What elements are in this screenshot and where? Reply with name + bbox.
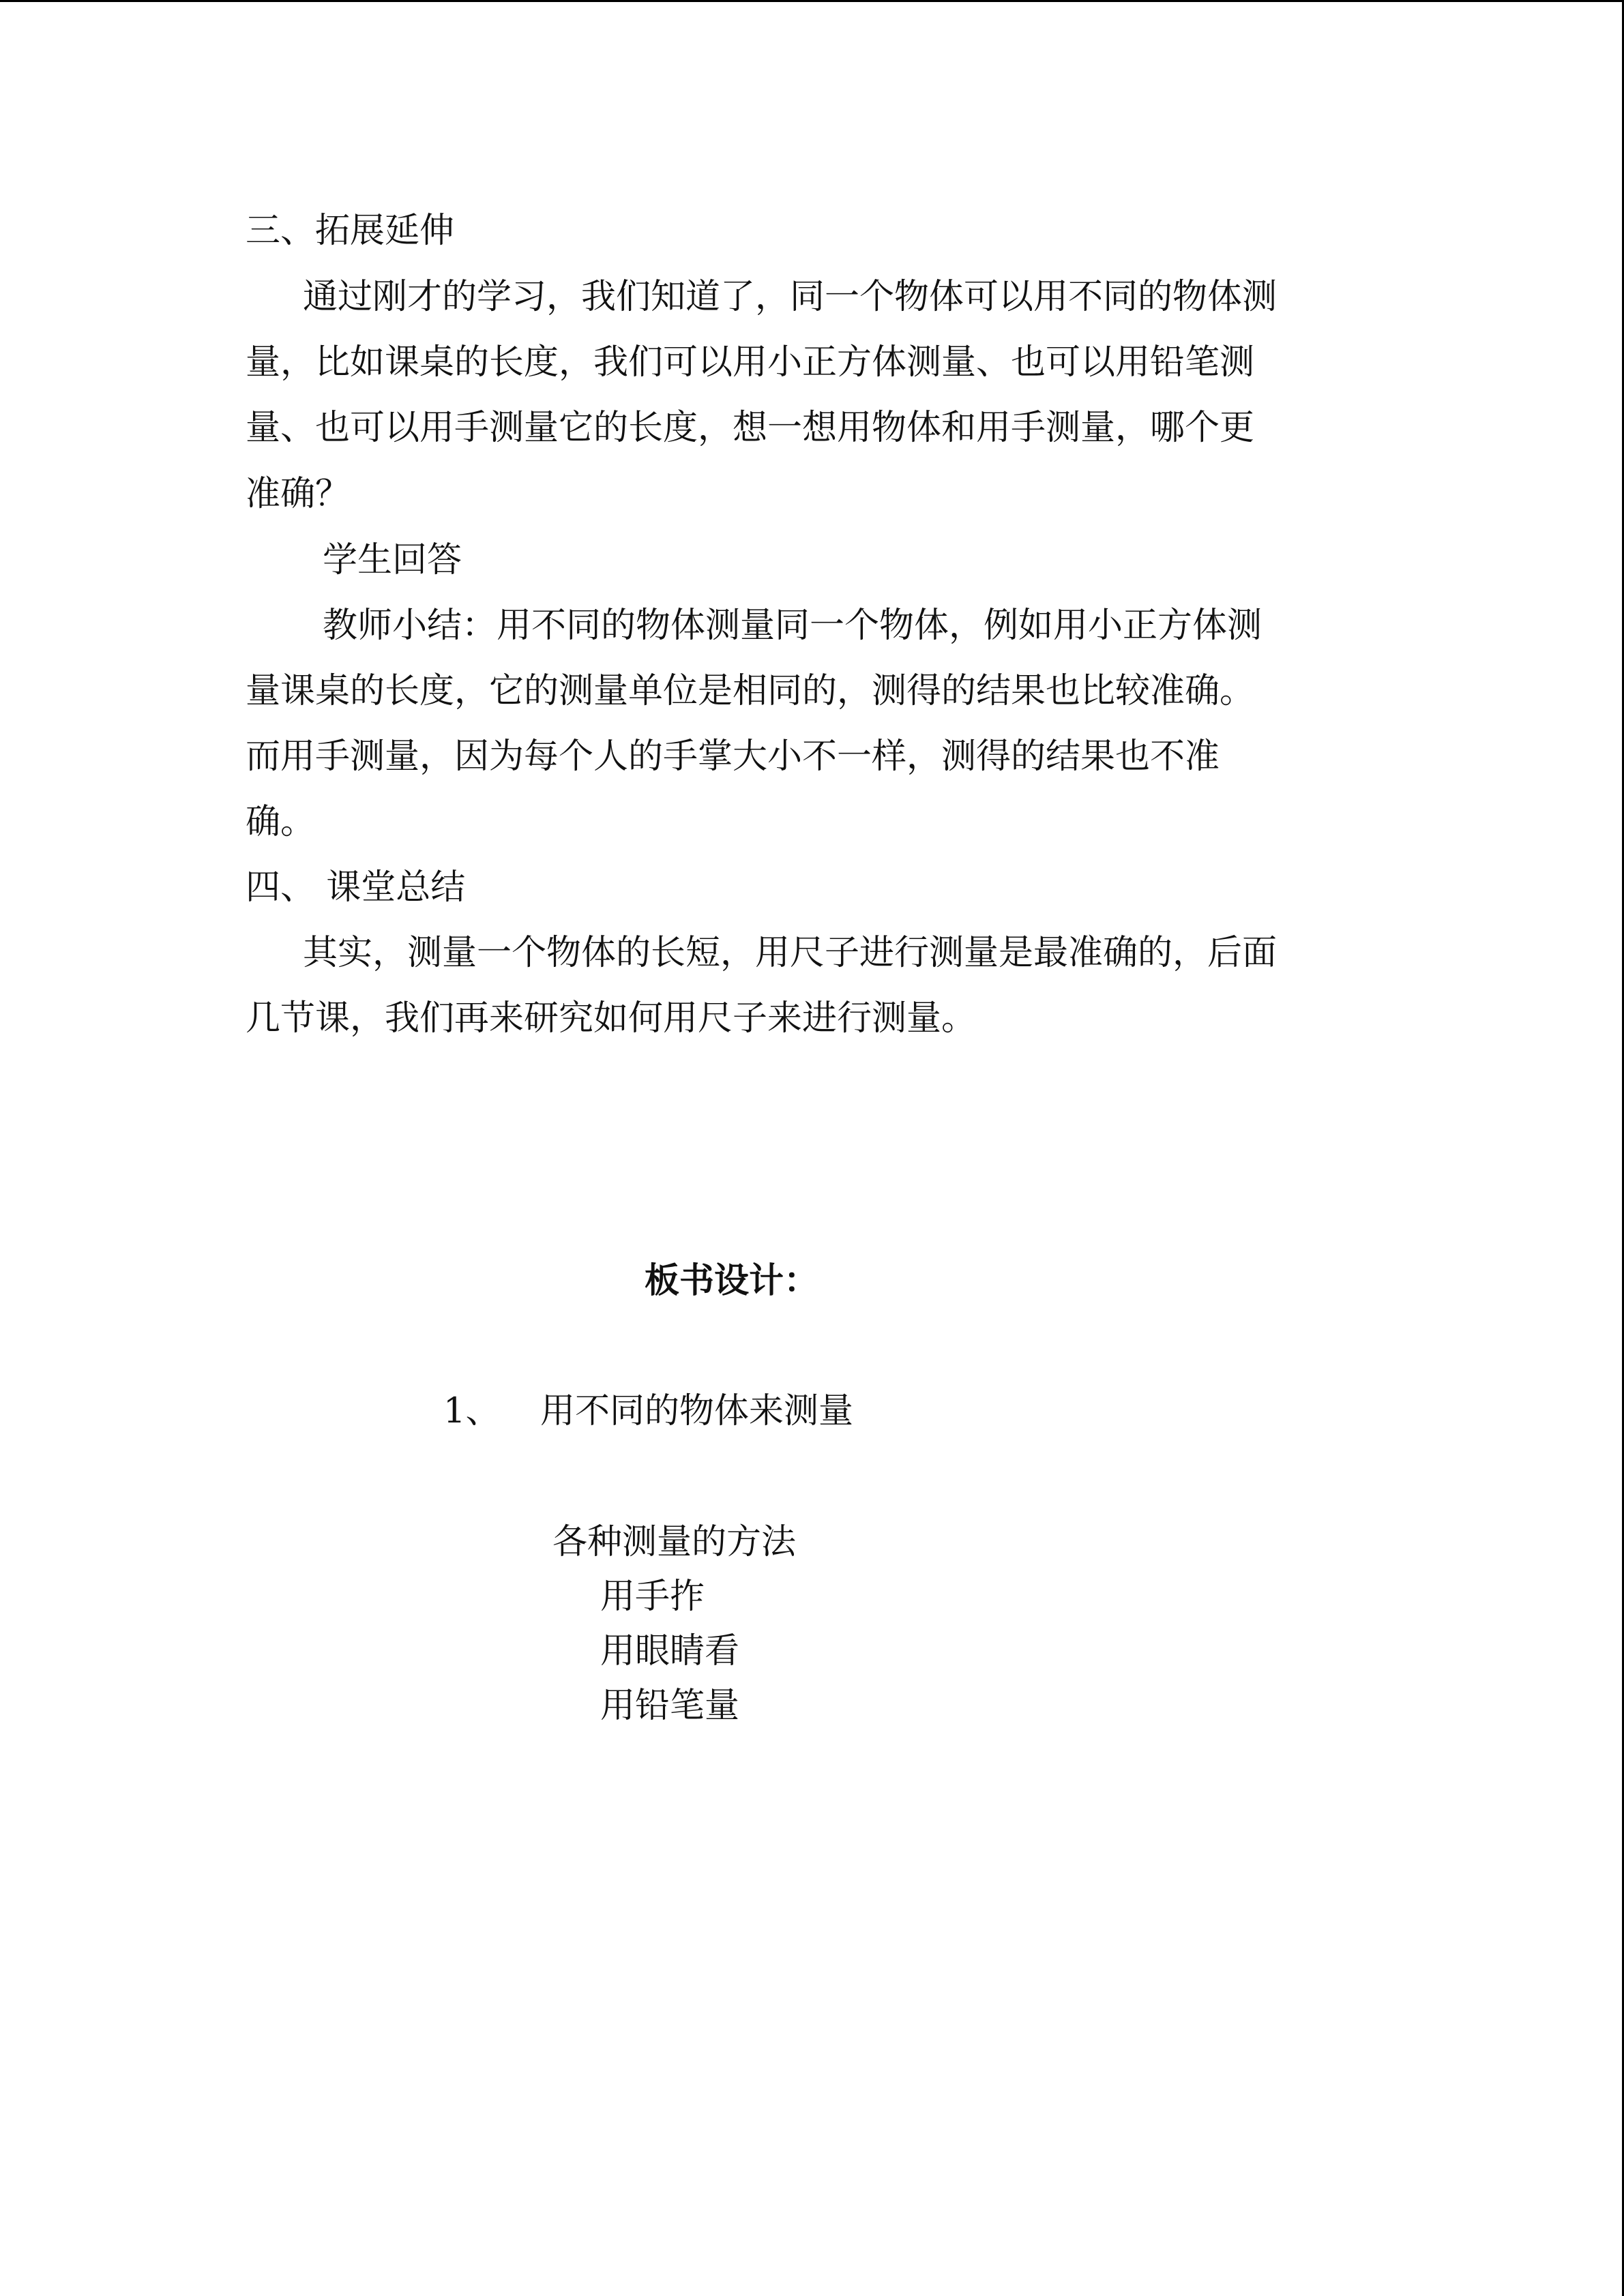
method-item: 用铅笔量 [600, 1686, 740, 1726]
board-item-text: 用不同的物体来测量 [540, 1391, 854, 1431]
methods-title: 各种测量的方法 [552, 1522, 797, 1562]
board-item-number: 1、 [443, 1391, 501, 1431]
page-border-top [0, 0, 1624, 2]
teacher-summary-line: 量课桌的长度，它的测量单位是相同的，测得的结果也比较准确。 [246, 671, 1255, 711]
paragraph-line: 准确？ [246, 474, 351, 514]
section-heading-summary: 四、 课堂总结 [246, 867, 466, 908]
section-heading-extension: 三、拓展延伸 [246, 211, 455, 251]
paragraph-line: 通过刚才的学习，我们知道了，同一个物体可以用不同的物体测 [303, 277, 1278, 317]
paragraph-line: 量，比如课桌的长度，我们可以用小正方体测量、也可以用铅笔测 [246, 342, 1255, 383]
method-item: 用眼睛看 [600, 1631, 740, 1671]
paragraph-line: 量、也可以用手测量它的长度，想一想用物体和用手测量，哪个更 [246, 408, 1255, 448]
teacher-summary-line: 而用手测量，因为每个人的手掌大小不一样，测得的结果也不准 [246, 736, 1220, 777]
paragraph-line: 几节课，我们再来研究如何用尺子来进行测量。 [246, 998, 977, 1039]
teacher-summary-line: 教师小结：用不同的物体测量同一个物体，例如用小正方体测 [323, 606, 1263, 646]
method-item: 用手拃 [600, 1577, 705, 1617]
paragraph-line: 其实，测量一个物体的长短，用尺子进行测量是最准确的，后面 [303, 933, 1278, 973]
teacher-summary-line: 确。 [246, 802, 316, 842]
board-design-title: 板书设计： [645, 1260, 819, 1301]
student-answer: 学生回答 [323, 540, 462, 580]
